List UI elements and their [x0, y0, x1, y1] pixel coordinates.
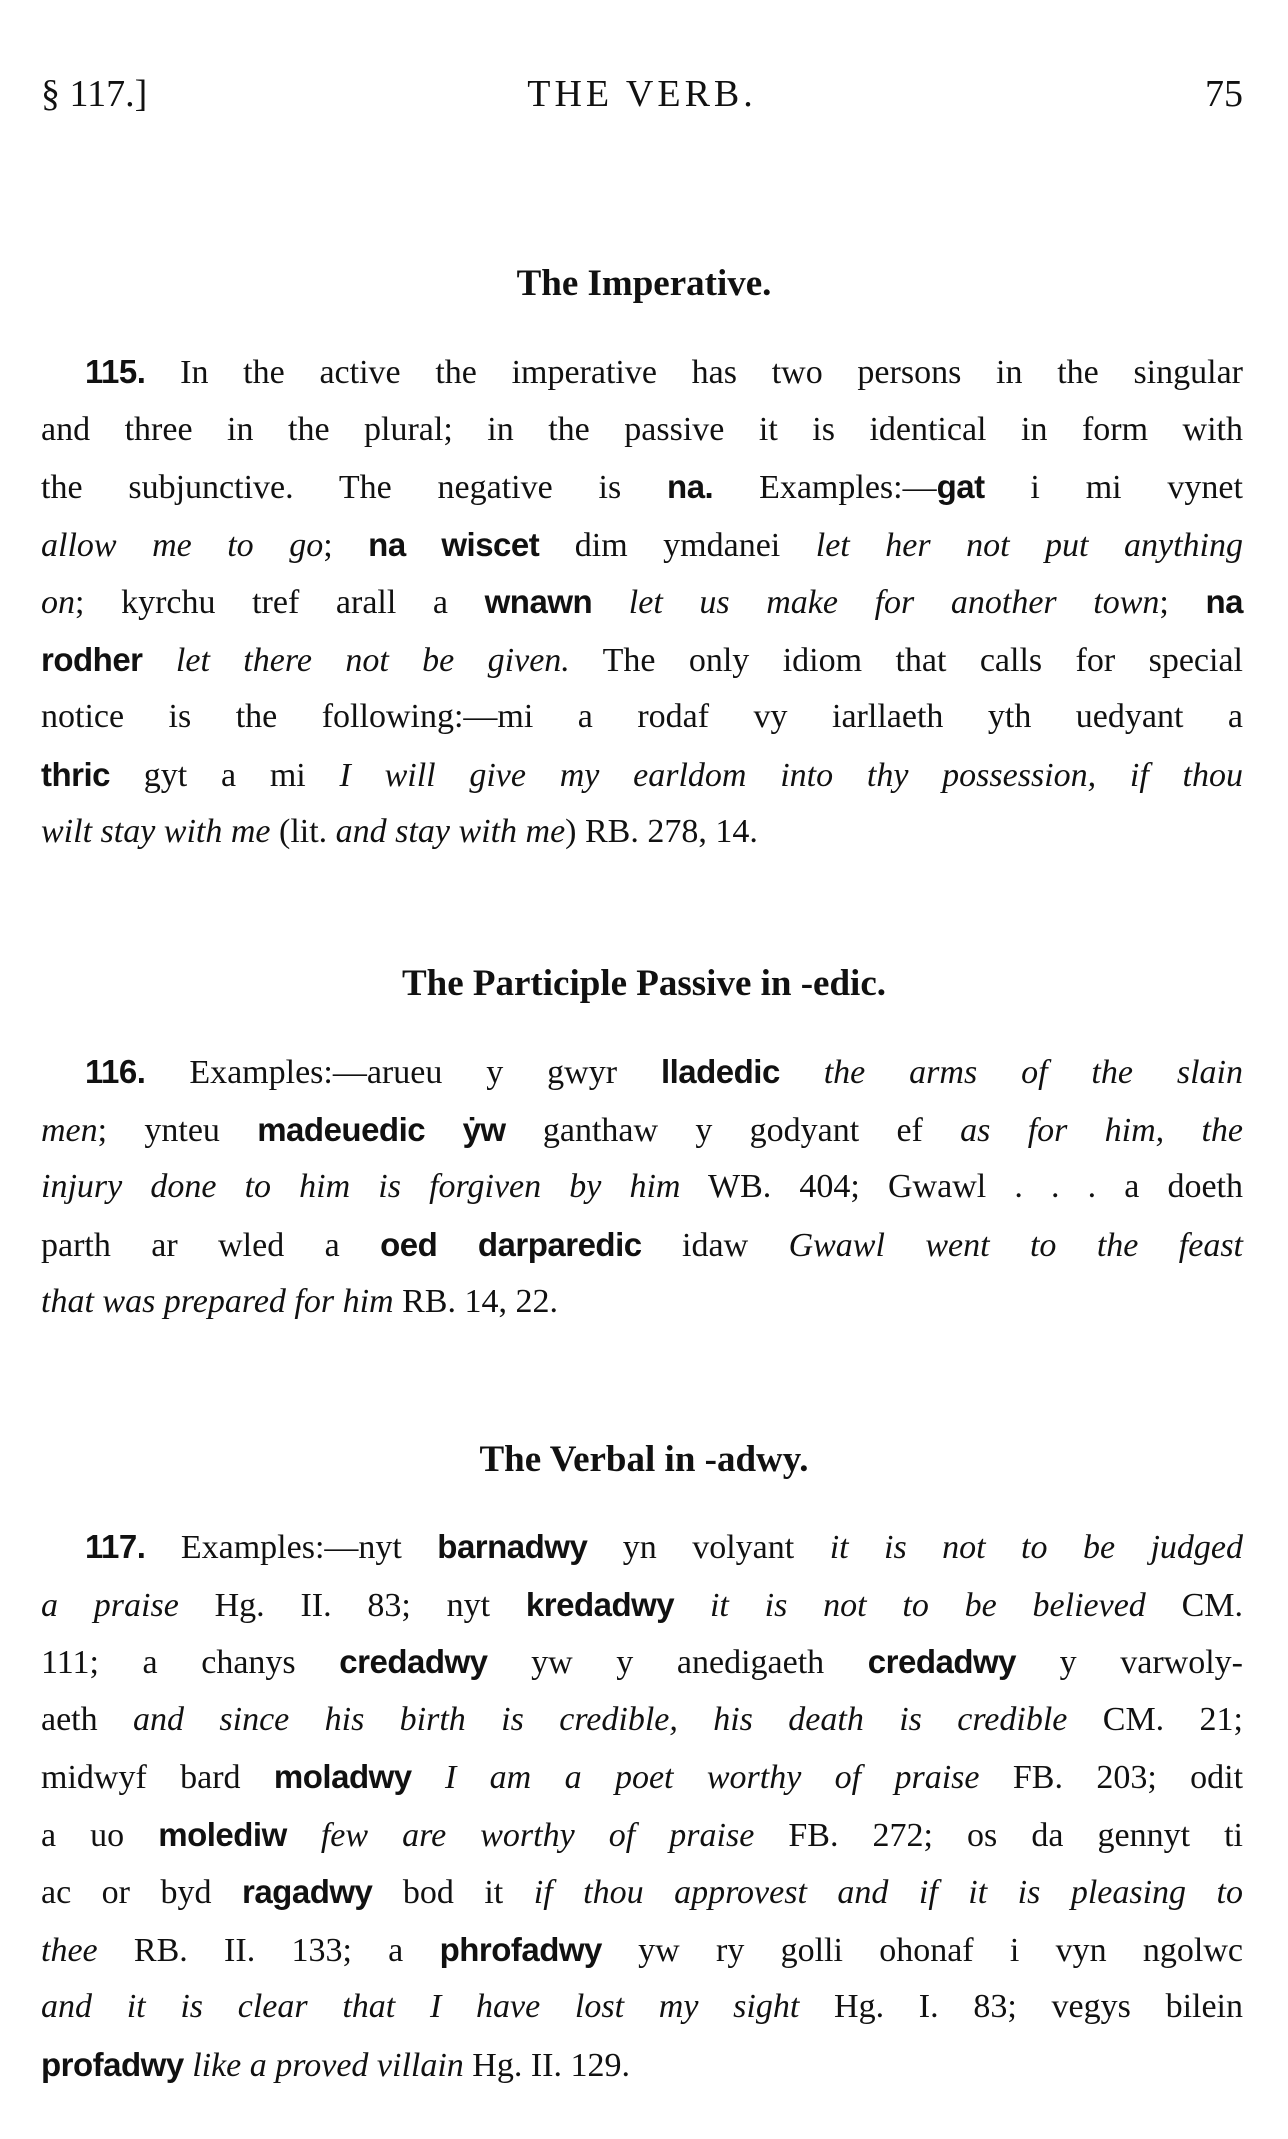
text-line: [41, 803, 1243, 861]
text-run: ; ynteu: [97, 1111, 258, 1149]
text-run: RB. 14, 22.: [393, 1283, 558, 1320]
bold-term: oed darparedic: [380, 1225, 642, 1263]
text-run: i mi vynet: [984, 469, 1243, 506]
bold-term: madeuedic ẏw: [257, 1110, 506, 1148]
bold-term: 115.: [85, 353, 146, 390]
heading-verbal-adwy: The Verbal in -adwy.: [479, 1439, 809, 1480]
text-line: [41, 1216, 1243, 1274]
text-run: [592, 584, 629, 621]
text-run: Hg. II. 83; nyt: [178, 1586, 526, 1624]
text-run: In the active the imperative has two persons in the singular: [145, 354, 1243, 391]
text-line: [41, 1633, 1243, 1691]
text-run: [143, 642, 176, 679]
italic-translation: if thou approvest and if it is pleasing to: [533, 1874, 1243, 1911]
bold-term: credadwy: [867, 1643, 1017, 1680]
text-run: dim ymdanei: [539, 526, 816, 564]
bold-term: ragadwy: [241, 1873, 373, 1910]
text-line: [41, 1273, 1243, 1331]
text-run: bod it: [372, 1874, 534, 1911]
text-line: [41, 1576, 1243, 1634]
text-run: [780, 1054, 824, 1091]
text-line: [41, 516, 1243, 574]
italic-translation: it is not to be believed: [709, 1586, 1146, 1624]
text-line: [41, 1158, 1243, 1216]
italic-translation: few are worthy of praise: [320, 1816, 755, 1854]
bold-term: lladedic: [660, 1053, 780, 1090]
text-run: ganthaw y godyant ef: [505, 1111, 961, 1149]
text-run: idaw: [641, 1226, 789, 1264]
text-run: ac or byd: [41, 1874, 242, 1911]
paragraph-117: [41, 1518, 1243, 2093]
text-run: Examples:—arueu y gwyr: [145, 1054, 661, 1091]
italic-translation: a praise: [41, 1586, 179, 1624]
text-run: CM. 21;: [1067, 1700, 1243, 1738]
bold-term: rodher: [41, 640, 143, 678]
text-run: parth ar wled a: [41, 1226, 381, 1264]
text-run: Examples:—nyt: [145, 1529, 438, 1566]
italic-translation: allow me to go: [41, 526, 324, 564]
text-run: FB. 203; odit: [979, 1759, 1244, 1796]
italic-translation: on: [41, 584, 75, 621]
text-line: [41, 688, 1243, 746]
text-run: the subjunctive. The negative is: [41, 469, 668, 506]
italic-translation: I am a poet worthy of praise: [445, 1759, 980, 1796]
bold-term: moladwy: [273, 1758, 412, 1795]
bold-term: na: [1205, 583, 1244, 620]
text-run: The only idiom that calls for special: [569, 641, 1243, 679]
text-run: midwyf bard: [41, 1759, 274, 1796]
text-run: [412, 1759, 445, 1796]
text-run: and three in the plural; in the passive it is identical in form with: [41, 410, 1243, 448]
text-line: [41, 1806, 1243, 1864]
bold-term: 117.: [85, 1528, 146, 1565]
text-line: [41, 401, 1243, 459]
italic-translation: like a proved villain: [192, 2046, 464, 2084]
text-run: ) RB. 278, 14.: [565, 813, 758, 850]
bold-term: molediw: [158, 1815, 287, 1853]
text-run: yw y anedigaeth: [487, 1644, 868, 1681]
text-run: (lit.: [270, 813, 336, 850]
italic-translation: Gwawl went to the feast: [788, 1226, 1243, 1264]
text-line: [41, 1518, 1243, 1576]
italic-translation: it is not to be judged: [829, 1529, 1244, 1566]
running-title: THE VERB.: [527, 73, 757, 115]
italic-translation: men: [41, 1111, 98, 1149]
bold-term: kredadwy: [525, 1585, 675, 1623]
bold-term: 116.: [85, 1053, 146, 1090]
italic-translation: that was prepared for him: [41, 1283, 394, 1320]
heading-participle-passive: The Participle Passive in -edic.: [401, 963, 887, 1004]
paragraph-115: [41, 343, 1243, 861]
text-run: ;: [1159, 584, 1206, 621]
text-run: ;: [323, 526, 369, 564]
bold-term: na wiscet: [368, 525, 540, 563]
bold-term: gat: [936, 468, 985, 505]
text-line: [41, 1921, 1243, 1979]
italic-translation: and since his birth is credible, his death is credible: [133, 1700, 1068, 1738]
text-run: yn volyant: [587, 1529, 830, 1566]
bold-term: phrofadwy: [439, 1930, 602, 1968]
text-line: [41, 1978, 1243, 2036]
text-run: CM.: [1145, 1586, 1244, 1624]
italic-translation: I will give my earldom into thy possession, if thou: [339, 756, 1243, 794]
text-line: [41, 458, 1243, 516]
text-run: aeth: [41, 1700, 134, 1738]
page-number: 75: [1205, 73, 1243, 115]
bold-term: credadwy: [339, 1643, 488, 1680]
text-line: [41, 746, 1243, 804]
text-run: ; kyrchu tref arall a: [75, 584, 485, 621]
text-line: [41, 1691, 1243, 1749]
text-run: [674, 1587, 710, 1624]
text-run: Hg. II. 129.: [463, 2046, 630, 2084]
text-line: [41, 1043, 1243, 1101]
text-run: WB. 404; Gwawl . . . a doeth: [680, 1168, 1243, 1205]
text-line: [41, 573, 1243, 631]
text-run: a uo: [41, 1816, 159, 1854]
text-run: Examples:—: [713, 469, 937, 506]
text-run: gyt a mi: [110, 756, 340, 794]
text-run: 111; a chanys: [41, 1644, 340, 1681]
bold-term: wnawn: [484, 583, 593, 620]
text-run: notice is the following:—mi a rodaf vy iarllaeth yth uedyant a: [41, 698, 1243, 735]
italic-translation: thee: [41, 1931, 98, 1969]
italic-translation: wilt stay with me: [41, 813, 271, 850]
italic-translation: injury done to him is forgiven by him: [41, 1168, 681, 1205]
text-line: [41, 343, 1243, 401]
bold-term: na.: [667, 468, 714, 505]
bold-term: barnadwy: [437, 1528, 588, 1565]
text-line: [41, 1101, 1243, 1159]
text-run: yw ry golli ohonaf i vyn ngolwc: [601, 1931, 1243, 1969]
italic-translation: and it is clear that I have lost my sight: [41, 1988, 800, 2025]
heading-imperative: The Imperative.: [516, 263, 772, 304]
paragraph-116: [41, 1043, 1243, 1331]
text-run: Hg. I. 83; vegys bilein: [799, 1988, 1243, 2025]
section-reference: § 117.]: [41, 73, 148, 115]
text-run: FB. 272; os da gennyt ti: [754, 1816, 1244, 1854]
italic-translation: as for him, the: [960, 1111, 1243, 1149]
text-line: [41, 631, 1243, 689]
italic-translation: let us make for another town: [628, 584, 1160, 621]
italic-translation: let there not be given.: [175, 641, 570, 679]
text-line: [41, 1748, 1243, 1806]
italic-translation: the arms of the slain: [823, 1054, 1243, 1091]
text-line: [41, 2036, 1243, 2094]
text-run: RB. II. 133; a: [97, 1931, 440, 1969]
italic-translation: let her not put anything: [815, 526, 1243, 564]
running-header: [41, 72, 1243, 122]
italic-translation: and stay with me: [335, 813, 566, 850]
text-run: [287, 1817, 321, 1854]
text-run: y varwoly-: [1016, 1644, 1243, 1681]
text-line: [41, 1863, 1243, 1921]
text-run: [184, 2047, 193, 2084]
bold-term: thric: [41, 755, 111, 793]
bold-term: profadwy: [41, 2045, 184, 2083]
